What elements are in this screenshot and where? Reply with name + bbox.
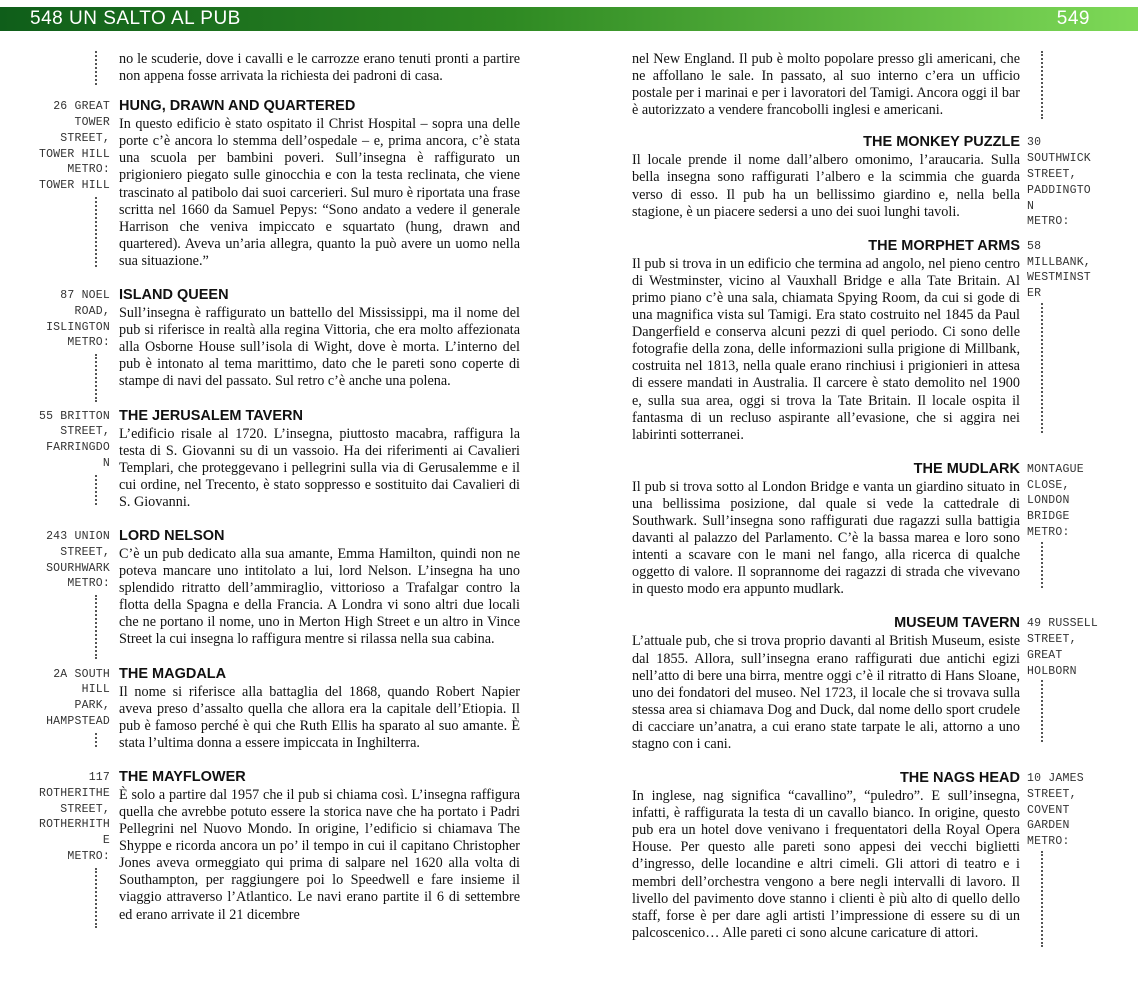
entry-address: 58 MILLBANK, WESTMINST ER (1027, 239, 1091, 301)
dotted-leader (95, 475, 97, 505)
right-page-column (632, 51, 1138, 960)
entry-title: THE MONKEY PUZZLE (863, 134, 1020, 151)
left-page-header: 548 UN SALTO AL PUB (30, 8, 241, 29)
right-page-number: 549 (1056, 8, 1090, 29)
entry-title: THE MAYFLOWER (119, 768, 246, 785)
pub-entry-morphet-arms (632, 237, 1138, 444)
entry-body: Sull’insegna è raffigurato un battello del Mississippi, ma il nome del pub si riferisce in realtà alla regina Vittoria, che era molto affezionata alla Osborne House sull’isola di Wight, dove è morta. L’interno del pub è intonato al tema marittimo, dato che le pareti sono coperte di stampe di navi del passato. Sul retro c’è anche una polena. (119, 305, 520, 390)
entry-body: In inglese, nag significa “cavallino”, “puledro”. E sull’insegna, infatti, è raffigurata la testa di un cavallo bianco. In origine, questo pub era un hotel dove venivano i frequentatori della Royal Opera House. Per questo alle pareti sono appesi dei vecchi biglietti d’ingresso, delle locandine e altri cimeli. Gli attori di teatro e i membri dell’orchestra vengono a bere negli intervalli di lavoro. Il livello del pavimento dove stanno i clienti è più alto di quello dello staff, forse è per dare agli artisti l’impressione di essere su di un palcoscenico… Alle pareti ci sono alcune caricature di attori. (632, 788, 1020, 941)
entry-address: 117 ROTHERITHE STREET, ROTHERHITH E METRO: (38, 770, 110, 863)
dotted-leader (95, 733, 97, 747)
entry-address: 26 GREAT TOWER STREET, TOWER HILL METRO: TOWER HILL (38, 100, 110, 193)
dotted-leader (95, 354, 97, 402)
pub-entry-the-nags-head (632, 769, 1138, 942)
entry-body: L’edificio risale al 1720. L’insegna, piuttosto macabra, raffigura la testa di S. Giovanni su di un vassoio. Ha dei riferimenti ai Cavalieri Templari, che proteggevano i pellegrini sulla via di Gerusalemme e il cui ordine, nel Trecento, è stato soppresso e sostituito dai Cavalieri di S. Giovanni. (119, 425, 520, 510)
entry-body: Il locale prende il nome dall’albero omonimo, l’araucaria. Sulla bella insegna sono raffigurati l’albero e la scimmia che guarda verso di esso. Il pub ha un bellissimo giardino e, nella bella stagione, è un piacere sedersi a uno dei suoi lunghi tavoli. (632, 152, 1020, 220)
entry-body: nel New England. Il pub è molto popolare presso gli americani, che ne affollano le sale. In passato, al suo interno c’era un ufficio postale per i marinai e per i lavoratori del Tamigi. Ancora oggi il bar è autorizzato a vendere francobolli inglesi e americani. (632, 51, 1020, 119)
pub-entry-museum-tavern (632, 614, 1138, 753)
entry-address: 10 JAMES STREET, COVENT GARDEN METRO: (1027, 772, 1084, 849)
entry-title: THE JERUSALEM TAVERN (119, 407, 303, 424)
pub-entry-monkey-puzzle (632, 133, 1138, 229)
entry-body: Il pub si trova in un edificio che termina ad angolo, nel pieno centro di Westminster, vicino al Vauxhall Bridge e alla Tate Britain. Al primo piano c’è una sala, chiamata Spying Room, da cui si gode di una magnifica vista sul Tamigi. Era stato costruito nel 1845 da Paul Dangerfield e conserva alcuni pezzi di quel periodo. Ci sono delle fotografie della zona, delle informazioni sulla prigione di Millbank, costruita nel 1813, nella quale erano rinchiusi i prigionieri in attesa di essere mandati in Australia. Il carcere è stato demolito nel 1900 e, sulla sua area, oggi si trova la Tate Britain. Il locale ospita il fantasma di un recluso aspirante all’evasione, che si aggira nei labirinti sotterranei. (632, 255, 1020, 443)
entry-body: Il nome si riferisce alla battaglia del 1868, quando Robert Napier aveva preso d’assalto quella che allora era la capitale dell’Etiopia. Il pub è famoso perché è qui che Ruth Ellis ha sparato al suo amante. È stata l’ultima donna a essere impiccata in Inghilterra. (119, 683, 520, 751)
pub-entry-jerusalem-tavern (0, 407, 520, 511)
pub-entry-the-magdala (0, 665, 520, 752)
entry-title: MUSEUM TAVERN (894, 615, 1020, 632)
entry-title: HUNG, DRAWN AND QUARTERED (119, 98, 356, 115)
left-page-column (0, 51, 520, 942)
entry-body: C’è un pub dedicato alla sua amante, Emma Hamilton, quindi non ne poteva mancare uno intitolato a lui, lord Nelson. L’insegna ha uno splendido ritratto dell’ammiraglio, vittorioso a Trafalgar contro la flotta della Spagna e della Francia. A Londra vi sono altri due locali che ne portano il nome, uno in Merton High Street e un altro in Vince Street la cui insegna lo raffigura mentre si rilassa nella sua cabina. (119, 545, 520, 648)
pub-entry-lord-nelson (0, 527, 520, 649)
page-header-bar (0, 7, 1138, 31)
pub-entry-the-mayflower (0, 768, 520, 924)
entry-address: 2A SOUTH HILL PARK, HAMPSTEAD (46, 667, 110, 728)
entry-title: THE MAGDALA (119, 665, 227, 682)
entry-title: THE NAGS HEAD (899, 770, 1020, 787)
entry-body: È solo a partire dal 1957 che il pub si chiama così. L’insegna raffigura quella che avrebbe potuto essere la storica nave che ha portato i Padri Pellegrini nel Nuovo Mondo. In origine, l’edificio si chiamava The Shyppe e ricorda ancora un po’ il tempo in cui il capitano Christopher Jones aveva ormeggiato qui prima di salpare nel 1620 alla volta di Southampton, per raggiungere poi lo Speedwell e fare insieme il viaggio attraverso l’Atlantico. Le navi erano partite il 6 di settembre ed erano arrivate il 21 dicembre (119, 786, 520, 923)
pub-entry-continuation (0, 51, 520, 85)
entry-title: LORD NELSON (119, 527, 225, 544)
entry-address: 55 BRITTON STREET, FARRINGDO N (38, 409, 110, 470)
dotted-leader (95, 197, 97, 267)
entry-body: Il pub si trova sotto al London Bridge e vanta un giardino situato in una bellissima posizione, dal quale si vede la cattedrale di Southwark. Sull’insegna sono raffigurati due ragazzi sulla battigia davanti al palazzo del Parlamento. C’è la bassa marea e loro sono intenti a scavare con le mani nel fango, alla ricerca di qualche oggetto di valore. Il soprannome dei ragazzi di strada che vivevano in questo modo era appunto mudlark. (632, 478, 1020, 598)
entry-title: THE MUDLARK (913, 460, 1020, 477)
dotted-leader (1041, 542, 1043, 588)
pub-entry-the-mudlark (632, 460, 1138, 599)
entry-address: 49 RUSSELL STREET, GREAT HOLBORN (1027, 617, 1099, 678)
entry-body: no le scuderie, dove i cavalli e le carrozze erano tenuti pronti a partire non appena fosse arrivata la richiesta dei padroni di casa. (119, 51, 520, 85)
dotted-leader (95, 51, 97, 85)
pub-entry-hung-drawn-quartered (0, 97, 520, 270)
dotted-leader (95, 595, 97, 659)
entry-title: THE MORPHET ARMS (868, 237, 1020, 254)
entry-address: 30 SOUTHWICK STREET, PADDINGTO N METRO: (1027, 136, 1091, 229)
dotted-leader (1041, 851, 1043, 947)
dotted-leader (95, 868, 97, 928)
dotted-leader (1041, 680, 1043, 742)
entry-body: L’attuale pub, che si trova proprio davanti al British Museum, esiste dal 1855. Allora, sull’insegna erano raffigurati due antichi egizi nell’atto di bere una birra, mentre oggi c’è il ritratto di Hans Sloane, uno dei fondatori del museo. Nel 1723, il locale che si trovava sulla stessa area si chiamava Dog and Duck, dal nome dello sport crudele di cacciare un’anatra, a cui erano state tarpate le ali, attorno a uno stagno con i cani. (632, 633, 1020, 752)
entry-address: 243 UNION STREET, SOURHWARK METRO: (46, 529, 110, 591)
pub-entry-continuation (632, 51, 1138, 119)
dotted-leader (1041, 303, 1043, 433)
entry-address: 87 NOEL ROAD, ISLINGTON METRO: (46, 289, 110, 350)
entry-address: MONTAGUE CLOSE, LONDON BRIDGE METRO: (1027, 462, 1084, 539)
entry-body: In questo edificio è stato ospitato il Christ Hospital – sopra una delle porte c’è ancora lo stemma dell’ospedale – e, prima ancora, c’è stata una scuola per bambini poveri. Sull’insegna è raffigurato un prigioniero piegato sulle ginocchia e con la testa reclinata, che viene trascinato al patibolo dai suoi carcerieri. Sul muro è riportata una frase scritta nel 1660 da Samuel Pepys: “Sono andato a vedere il generale Harrison che veniva impiccato e squartato (hung, drawn and quartered). Aveva un’aria allegra, quanto la può avere un uomo nella sua situazione.” (119, 116, 520, 269)
dotted-leader (1041, 51, 1043, 119)
entry-title: ISLAND QUEEN (119, 287, 229, 304)
pub-entry-island-queen (0, 286, 520, 390)
